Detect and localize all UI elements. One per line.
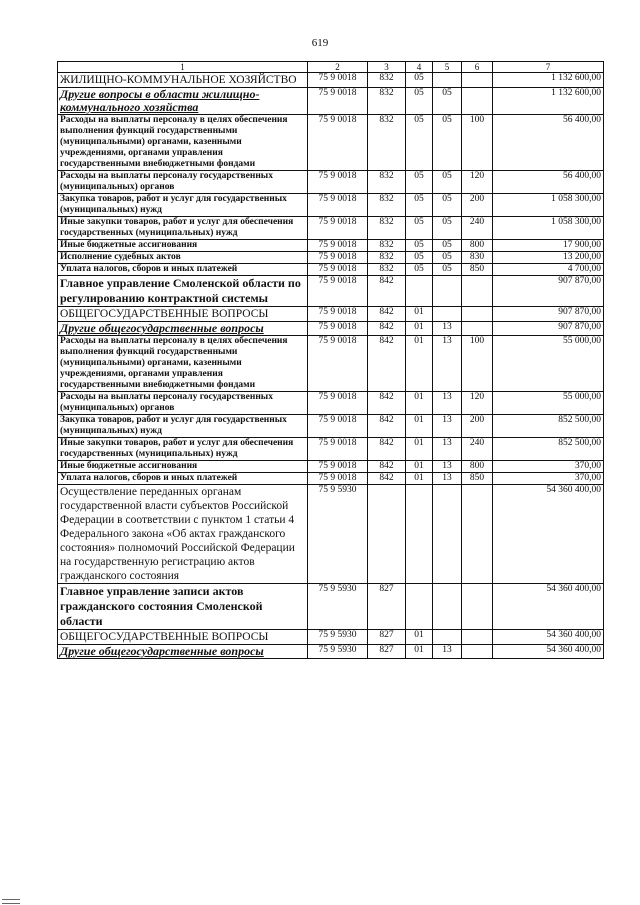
expense-type-code <box>462 645 493 659</box>
table-row <box>58 584 604 630</box>
section-code: 05 <box>406 252 433 264</box>
target-article-code: 75 9 0018 <box>308 461 368 473</box>
table-row <box>58 322 604 336</box>
row-amount: 1 058 300,00 <box>493 194 604 217</box>
scan-artifact <box>2 899 20 900</box>
column-header: 7 <box>493 62 604 73</box>
row-name: Иные закупки товаров, работ и услуг для обеспечения государственных (муниципальных) нужд <box>58 217 308 240</box>
main-administrator-code: 832 <box>368 252 406 264</box>
table-row <box>58 240 604 252</box>
row-name: Уплата налогов, сборов и иных платежей <box>58 473 308 485</box>
row-amount: 1 132 600,00 <box>493 88 604 115</box>
main-administrator-code: 832 <box>368 264 406 276</box>
subsection-code: 13 <box>433 415 462 438</box>
section-code: 01 <box>406 336 433 392</box>
target-article-code: 75 9 0018 <box>308 322 368 336</box>
main-administrator-code: 842 <box>368 392 406 415</box>
row-amount: 56 400,00 <box>493 171 604 194</box>
row-amount: 13 200,00 <box>493 252 604 264</box>
section-code: 01 <box>406 307 433 322</box>
main-administrator-code: 842 <box>368 336 406 392</box>
table-row <box>58 194 604 217</box>
table-row <box>58 645 604 659</box>
expense-type-code: 100 <box>462 336 493 392</box>
row-amount: 4 700,00 <box>493 264 604 276</box>
target-article-code: 75 9 0018 <box>308 252 368 264</box>
row-name: ОБЩЕГОСУДАРСТВЕННЫЕ ВОПРОСЫ <box>58 630 308 645</box>
table-row <box>58 438 604 461</box>
main-administrator-code: 842 <box>368 322 406 336</box>
table-row <box>58 307 604 322</box>
expense-type-code <box>462 485 493 584</box>
main-administrator-code: 842 <box>368 415 406 438</box>
subsection-code <box>433 307 462 322</box>
expense-type-code: 240 <box>462 438 493 461</box>
section-code: 01 <box>406 461 433 473</box>
target-article-code: 75 9 0018 <box>308 240 368 252</box>
table-row <box>58 252 604 264</box>
subsection-code: 13 <box>433 473 462 485</box>
subsection-code: 05 <box>433 252 462 264</box>
expense-type-code: 240 <box>462 217 493 240</box>
main-administrator-code: 842 <box>368 307 406 322</box>
subsection-code: 05 <box>433 171 462 194</box>
column-header: 2 <box>308 62 368 73</box>
table-row <box>58 171 604 194</box>
row-amount: 54 360 400,00 <box>493 485 604 584</box>
column-header: 5 <box>433 62 462 73</box>
budget-table <box>57 61 604 659</box>
row-name: Осуществление переданных органам государственной власти субъектов Российской Федерации в соответствии с пунктом 1 статьи 4 Федерального закона «Об актах гражданского состояния» полномочий Российской Федерации на государственную регистрацию актов гражданского состояния <box>58 485 308 584</box>
section-code: 01 <box>406 392 433 415</box>
expense-type-code: 850 <box>462 264 493 276</box>
table-row <box>58 415 604 438</box>
subsection-code: 05 <box>433 115 462 171</box>
row-amount: 1 058 300,00 <box>493 217 604 240</box>
section-code: 01 <box>406 415 433 438</box>
target-article-code: 75 9 0018 <box>308 171 368 194</box>
row-amount: 54 360 400,00 <box>493 584 604 630</box>
section-code: 01 <box>406 645 433 659</box>
subsection-code <box>433 73 462 88</box>
target-article-code: 75 9 0018 <box>308 438 368 461</box>
section-code: 05 <box>406 194 433 217</box>
subsection-code: 13 <box>433 322 462 336</box>
expense-type-code: 120 <box>462 392 493 415</box>
row-name: Расходы на выплаты персоналу в целях обеспечения выполнения функций государственными (муниципальными) органами, казенными учреждениями, органами управления государственными внебюджетными фондами <box>58 336 308 392</box>
main-administrator-code: 842 <box>368 276 406 307</box>
row-name: Расходы на выплаты персоналу государственных (муниципальных) органов <box>58 392 308 415</box>
column-header: 1 <box>58 62 308 73</box>
subsection-code: 13 <box>433 645 462 659</box>
main-administrator-code: 832 <box>368 115 406 171</box>
target-article-code: 75 9 5930 <box>308 645 368 659</box>
section-code: 05 <box>406 217 433 240</box>
row-name: Главное управление записи актов гражданского состояния Смоленской области <box>58 584 308 630</box>
section-code <box>406 584 433 630</box>
expense-type-code: 800 <box>462 240 493 252</box>
table-row <box>58 336 604 392</box>
section-code: 05 <box>406 171 433 194</box>
row-amount: 17 900,00 <box>493 240 604 252</box>
expense-type-code: 800 <box>462 461 493 473</box>
row-name: Иные бюджетные ассигнования <box>58 461 308 473</box>
main-administrator-code: 832 <box>368 73 406 88</box>
subsection-code: 05 <box>433 264 462 276</box>
row-name: Расходы на выплаты персоналу в целях обеспечения выполнения функций государственными (муниципальными) органами, казенными учреждениями, органами управления государственными внебюджетными фондами <box>58 115 308 171</box>
row-amount: 907 870,00 <box>493 276 604 307</box>
section-code: 01 <box>406 630 433 645</box>
main-administrator-code: 842 <box>368 461 406 473</box>
table-row <box>58 473 604 485</box>
subsection-code: 13 <box>433 461 462 473</box>
section-code: 05 <box>406 115 433 171</box>
expense-type-code: 830 <box>462 252 493 264</box>
row-name: Другие вопросы в области жилищно-коммунального хозяйства <box>58 88 308 115</box>
expense-type-code <box>462 73 493 88</box>
section-code: 01 <box>406 322 433 336</box>
subsection-code: 05 <box>433 194 462 217</box>
target-article-code: 75 9 0018 <box>308 276 368 307</box>
row-amount: 907 870,00 <box>493 322 604 336</box>
expense-type-code <box>462 584 493 630</box>
main-administrator-code <box>368 485 406 584</box>
section-code: 05 <box>406 73 433 88</box>
main-administrator-code: 827 <box>368 645 406 659</box>
row-name: Иные закупки товаров, работ и услуг для обеспечения государственных (муниципальных) нужд <box>58 438 308 461</box>
target-article-code: 75 9 0018 <box>308 336 368 392</box>
target-article-code: 75 9 0018 <box>308 415 368 438</box>
target-article-code: 75 9 0018 <box>308 392 368 415</box>
row-amount: 1 132 600,00 <box>493 73 604 88</box>
table-row <box>58 73 604 88</box>
row-name: Закупка товаров, работ и услуг для государственных (муниципальных) нужд <box>58 194 308 217</box>
target-article-code: 75 9 0018 <box>308 473 368 485</box>
subsection-code: 13 <box>433 392 462 415</box>
main-administrator-code: 842 <box>368 473 406 485</box>
row-amount: 54 360 400,00 <box>493 630 604 645</box>
row-name: ЖИЛИЩНО-КОММУНАЛЬНОЕ ХОЗЯЙСТВО <box>58 73 308 88</box>
subsection-code <box>433 276 462 307</box>
subsection-code: 05 <box>433 88 462 115</box>
expense-type-code <box>462 88 493 115</box>
subsection-code: 05 <box>433 240 462 252</box>
row-name: Главное управление Смоленской области по регулированию контрактной системы <box>58 276 308 307</box>
expense-type-code: 200 <box>462 415 493 438</box>
expense-type-code: 100 <box>462 115 493 171</box>
row-amount: 370,00 <box>493 473 604 485</box>
section-code <box>406 276 433 307</box>
subsection-code <box>433 485 462 584</box>
expense-type-code <box>462 630 493 645</box>
target-article-code: 75 9 0018 <box>308 73 368 88</box>
row-name: Иные бюджетные ассигнования <box>58 240 308 252</box>
row-amount: 852 500,00 <box>493 438 604 461</box>
target-article-code: 75 9 0018 <box>308 115 368 171</box>
column-header: 6 <box>462 62 493 73</box>
expense-type-code <box>462 307 493 322</box>
column-header: 4 <box>406 62 433 73</box>
section-code: 05 <box>406 88 433 115</box>
expense-type-code: 850 <box>462 473 493 485</box>
row-name: Исполнение судебных актов <box>58 252 308 264</box>
target-article-code: 75 9 5930 <box>308 485 368 584</box>
main-administrator-code: 832 <box>368 171 406 194</box>
subsection-code: 05 <box>433 217 462 240</box>
row-name: Другие общегосударственные вопросы <box>58 645 308 659</box>
table-row <box>58 276 604 307</box>
section-code: 01 <box>406 473 433 485</box>
expense-type-code: 200 <box>462 194 493 217</box>
table-row <box>58 217 604 240</box>
subsection-code <box>433 584 462 630</box>
target-article-code: 75 9 0018 <box>308 194 368 217</box>
main-administrator-code: 832 <box>368 88 406 115</box>
row-amount: 56 400,00 <box>493 115 604 171</box>
expense-type-code <box>462 276 493 307</box>
section-code: 05 <box>406 264 433 276</box>
table-row <box>58 264 604 276</box>
table-row <box>58 461 604 473</box>
table-row <box>58 630 604 645</box>
main-administrator-code: 832 <box>368 240 406 252</box>
table-row <box>58 88 604 115</box>
row-name: Закупка товаров, работ и услуг для государственных (муниципальных) нужд <box>58 415 308 438</box>
table-row <box>58 392 604 415</box>
main-administrator-code: 827 <box>368 584 406 630</box>
main-administrator-code: 842 <box>368 438 406 461</box>
subsection-code: 13 <box>433 438 462 461</box>
row-amount: 55 000,00 <box>493 392 604 415</box>
scan-artifact <box>2 903 20 904</box>
target-article-code: 75 9 5930 <box>308 630 368 645</box>
section-code: 05 <box>406 240 433 252</box>
section-code: 01 <box>406 438 433 461</box>
row-name: Другие общегосударственные вопросы <box>58 322 308 336</box>
row-amount: 907 870,00 <box>493 307 604 322</box>
row-amount: 55 000,00 <box>493 336 604 392</box>
expense-type-code: 120 <box>462 171 493 194</box>
row-amount: 852 500,00 <box>493 415 604 438</box>
target-article-code: 75 9 0018 <box>308 88 368 115</box>
row-name: Уплата налогов, сборов и иных платежей <box>58 264 308 276</box>
table-header-row <box>58 62 604 73</box>
row-amount: 370,00 <box>493 461 604 473</box>
expense-type-code <box>462 322 493 336</box>
page-number: 619 <box>311 37 329 49</box>
subsection-code: 13 <box>433 336 462 392</box>
subsection-code <box>433 630 462 645</box>
main-administrator-code: 832 <box>368 217 406 240</box>
target-article-code: 75 9 5930 <box>308 584 368 630</box>
target-article-code: 75 9 0018 <box>308 264 368 276</box>
target-article-code: 75 9 0018 <box>308 307 368 322</box>
main-administrator-code: 827 <box>368 630 406 645</box>
table-row <box>58 485 604 584</box>
row-name: Расходы на выплаты персоналу государственных (муниципальных) органов <box>58 171 308 194</box>
table-row <box>58 115 604 171</box>
column-header: 3 <box>368 62 406 73</box>
main-administrator-code: 832 <box>368 194 406 217</box>
target-article-code: 75 9 0018 <box>308 217 368 240</box>
section-code <box>406 485 433 584</box>
row-name: ОБЩЕГОСУДАРСТВЕННЫЕ ВОПРОСЫ <box>58 307 308 322</box>
row-amount: 54 360 400,00 <box>493 645 604 659</box>
